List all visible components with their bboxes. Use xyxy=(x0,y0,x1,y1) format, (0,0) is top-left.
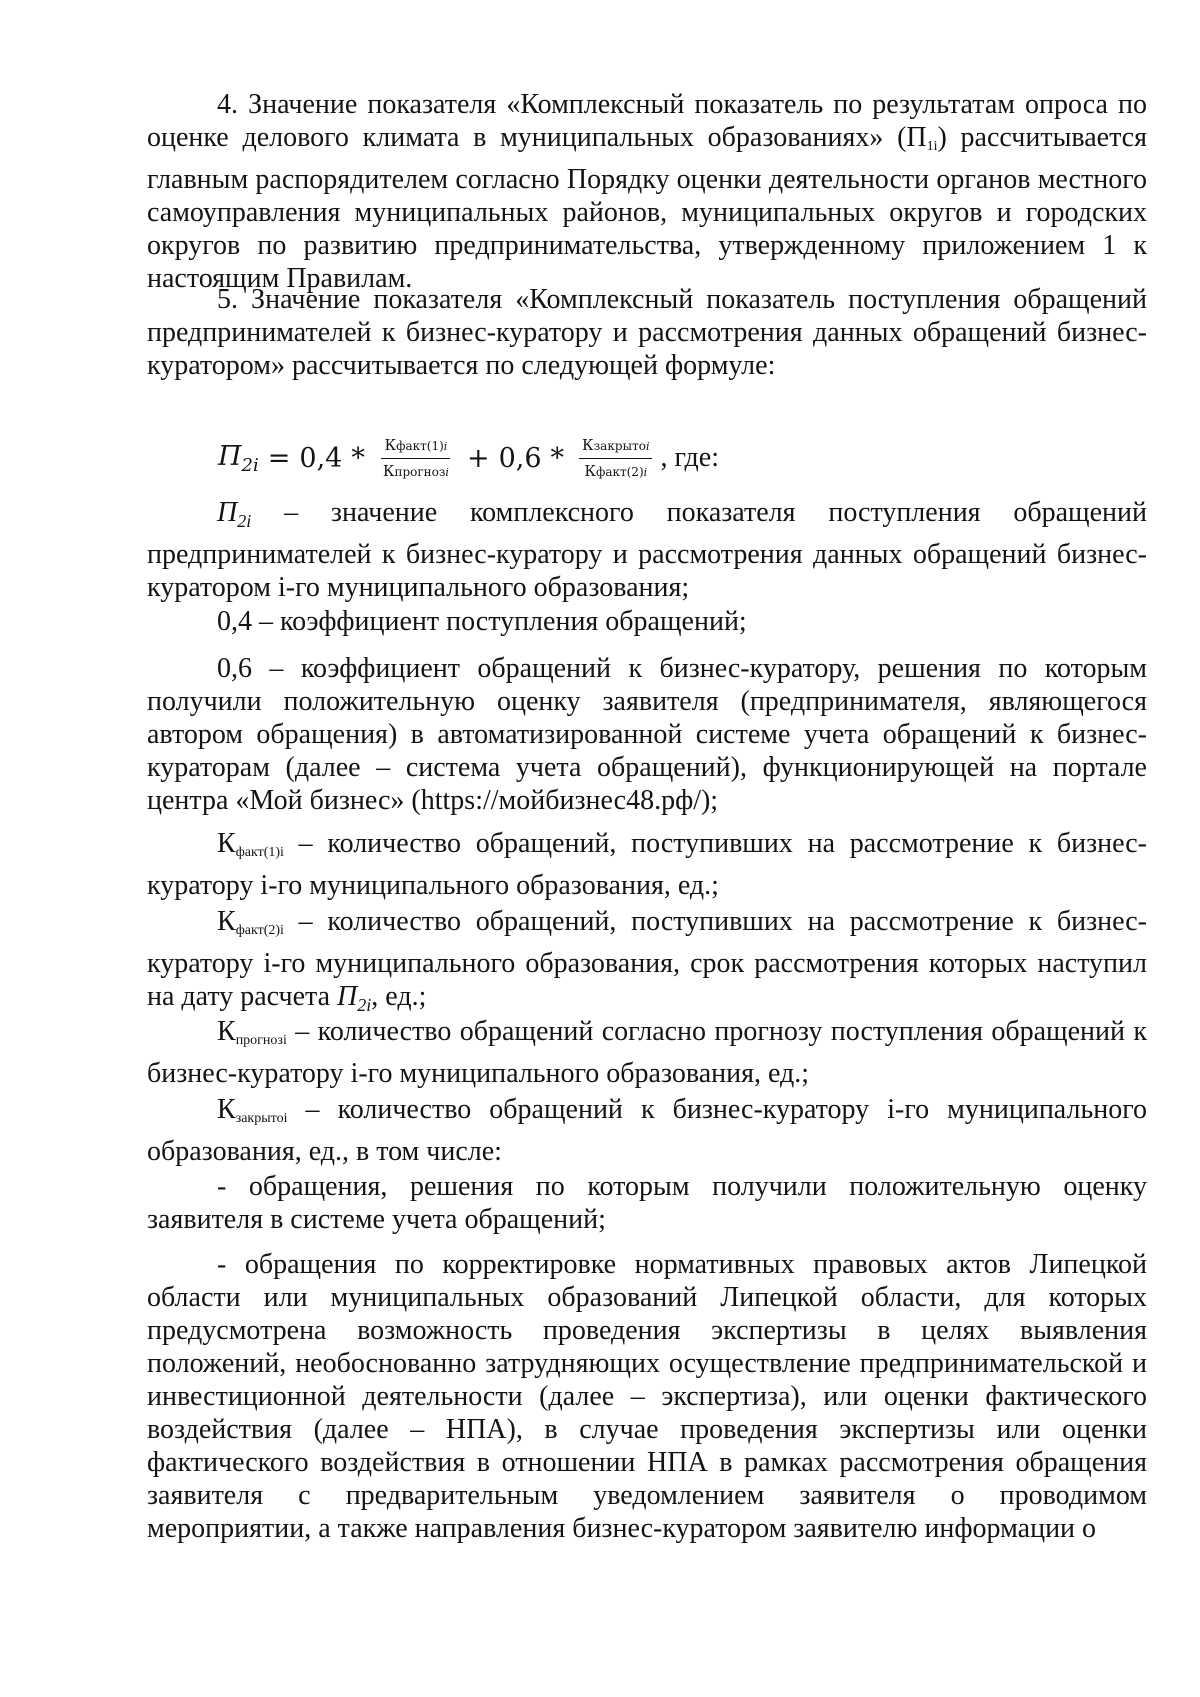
definition-kzakryto: $К_{закрытоi}$ – количество обращений к бизнес-куратору i-го муниципального образования, ед., в том числе: xyxy=(147,1094,1147,1167)
kprognoz-subscript: прогнозi xyxy=(235,1033,287,1048)
formula-lhs: $П_{2i}$ xyxy=(218,440,259,476)
formula-times-1: * xyxy=(351,442,365,474)
definition-kfakt1: $К_{факт(1)i}$ – количество обращений, поступивших на рассмотрение к бизнес-куратору i-го муниципального образования, ед.; xyxy=(147,828,1147,901)
formula-plus: + xyxy=(466,442,490,474)
definition-coef-06: 0,6 – коэффициент обращений к бизнес-куратору, решения по которым получили положительную оценку заявителя (предпринимателя, являющегося автором обращения) в автоматизированной системе учета обращений к бизнес-кураторам (далее – система учета обращений), функционирующей на портале центра «Мой бизнес» (https://мойбизнес48.рф/); xyxy=(147,653,1147,816)
definition-kzakryto-text: – количество обращений к бизнес-куратору i-го муниципального образования, ед., в том числе: xyxy=(147,1094,1147,1167)
formula-equals: = xyxy=(267,442,291,474)
formula-fraction-1 xyxy=(380,435,452,480)
kfakt1-subscript: факт(1)i xyxy=(235,845,284,860)
kzakryto-subscript: закрытоi xyxy=(235,1111,288,1126)
kfakt2-subscript: факт(2)i xyxy=(235,923,284,938)
definition-kfakt2: $К_{факт(2)i}$ – количество обращений, поступивших на рассмотрение к бизнес-куратору i-го муниципального образования, срок рассмотрения которых наступил на дату расчета $П_{2i}$, ед.; xyxy=(147,906,1147,1015)
formula-fraction-2 xyxy=(579,435,652,480)
definition-p2i xyxy=(147,496,1147,604)
fraction-1-numerator: Кфакт(1)i xyxy=(381,438,450,459)
paragraph-5: 5. Значение показателя «Комплексный показатель поступления обращений предпринимателей к бизнес-куратору и рассмотрения данных обращений бизнес-куратором» рассчитывается по следующей формуле: xyxy=(147,284,1147,381)
fraction-2-denominator: Кфакт(2)i xyxy=(584,461,648,480)
formula-times-2: * xyxy=(550,442,565,474)
definition-p2i-symbol: $П_{2i}$ xyxy=(217,497,252,531)
definition-kfakt2-text: – количество обращений, поступивших на рассмотрение к бизнес-куратору i-го муниципального образования, срок рассмотрения которых наступил на дату расчета xyxy=(147,906,1147,1012)
formula-p2i xyxy=(218,418,719,498)
definition-p2i-text: – значение комплексного показателя поступления обращений предпринимателей к бизнес-куратору и рассмотрения данных обращений бизнес-куратором i-го муниципального образования; xyxy=(147,497,1147,603)
list-item-2: - обращения по корректировке нормативных правовых актов Липецкой области или муниципальных образований Липецкой области, для которых предусмотрена возможность проведения экспертизы в целях выявления положений, необоснованно затрудняющих осуществление предпринимательской и инвестиционной деятельности (далее – экспертиза), или оценки фактического воздействия (далее – НПА), в случае проведения экспертизы или оценки фактического воздействия в отношении НПА в рамках рассмотрения обращения заявителя с предварительным уведомлением заявителя о проводимом мероприятии, а также направления бизнес-куратором заявителю информации о xyxy=(147,1249,1147,1544)
paragraph-4-subscript: 1i xyxy=(926,139,938,154)
definition-kprognoz: $К_{прогнозi}$ – количество обращений согласно прогнозу поступления обращений к бизнес-куратору i-го муниципального образования, ед.; xyxy=(147,1016,1147,1089)
fraction-1-denominator: Кпрогнозi xyxy=(382,461,449,480)
formula-coef-2: 0,6 xyxy=(498,442,542,474)
paragraph-4-text-end: ) рассчитывается главным распорядителем согласно Порядку оценки деятельности органов местного самоуправления муниципальных районов, муниципальных округов и городских округов по развитию предпринимательства, утвержденному приложением 1 к настоящим Правилам. xyxy=(147,122,1147,294)
definition-coef-04: 0,4 – коэффициент поступления обращений; xyxy=(217,606,747,637)
paragraph-4-text-start: 4. Значение показателя «Комплексный показатель по результатам опроса по оценке делового климата в муниципальных образованиях» (П xyxy=(147,89,1147,153)
definition-kfakt1-text: – количество обращений, поступивших на рассмотрение к бизнес-куратору i-го муниципального образования, ед.; xyxy=(147,828,1147,901)
paragraph-4 xyxy=(147,88,1147,295)
fraction-2-numerator: Кзакрытоi xyxy=(579,438,652,459)
list-item-1: - обращения, решения по которым получили положительную оценку заявителя в системе учета обращений; xyxy=(147,1171,1147,1235)
definition-kprognoz-text: – количество обращений согласно прогнозу поступления обращений к бизнес-куратору i-го муниципального образования, ед.; xyxy=(147,1016,1147,1089)
formula-coef-1: 0,4 xyxy=(299,442,343,474)
formula-tail: , где: xyxy=(660,442,720,473)
